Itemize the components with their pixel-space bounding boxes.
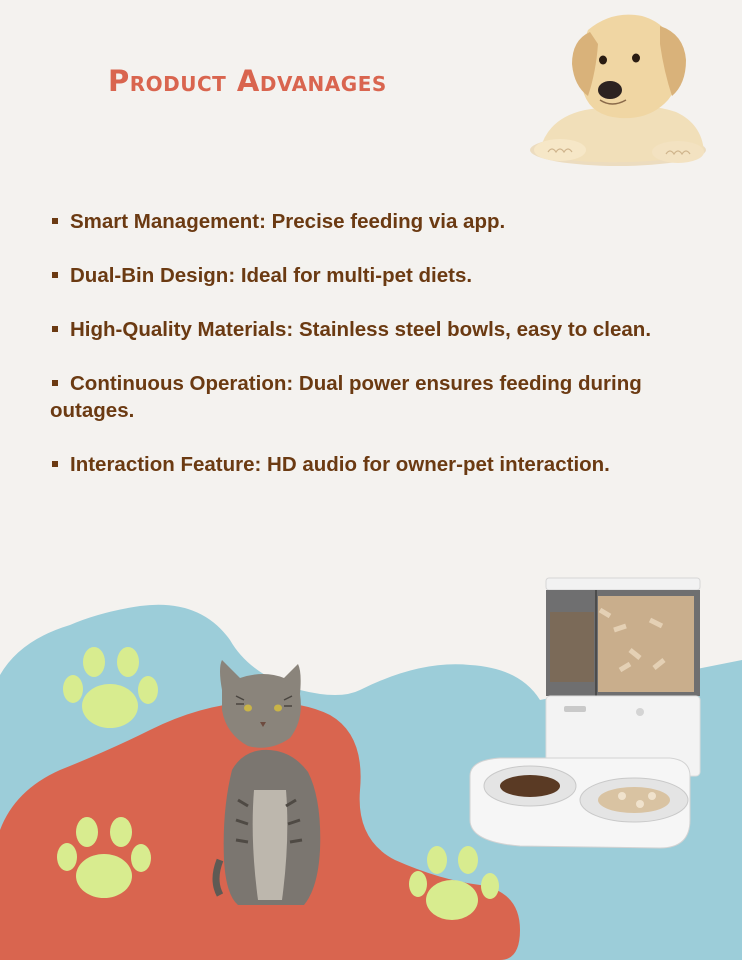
feature-text: Dual-Bin Design: Ideal for multi-pet diets.: [70, 264, 473, 287]
page-title: Product Advanages: [108, 64, 387, 98]
feature-text: Smart Management: Precise feeding via app.: [70, 210, 506, 233]
puppy-image: [530, 15, 706, 166]
feature-text: Interaction Feature: HD audio for owner-pet interaction.: [70, 453, 610, 476]
feature-text: High-Quality Materials: Stainless steel bowls, easy to clean.: [70, 318, 652, 341]
feature-text: Continuous Operation: Dual power ensures feeding during outages.: [50, 372, 642, 422]
